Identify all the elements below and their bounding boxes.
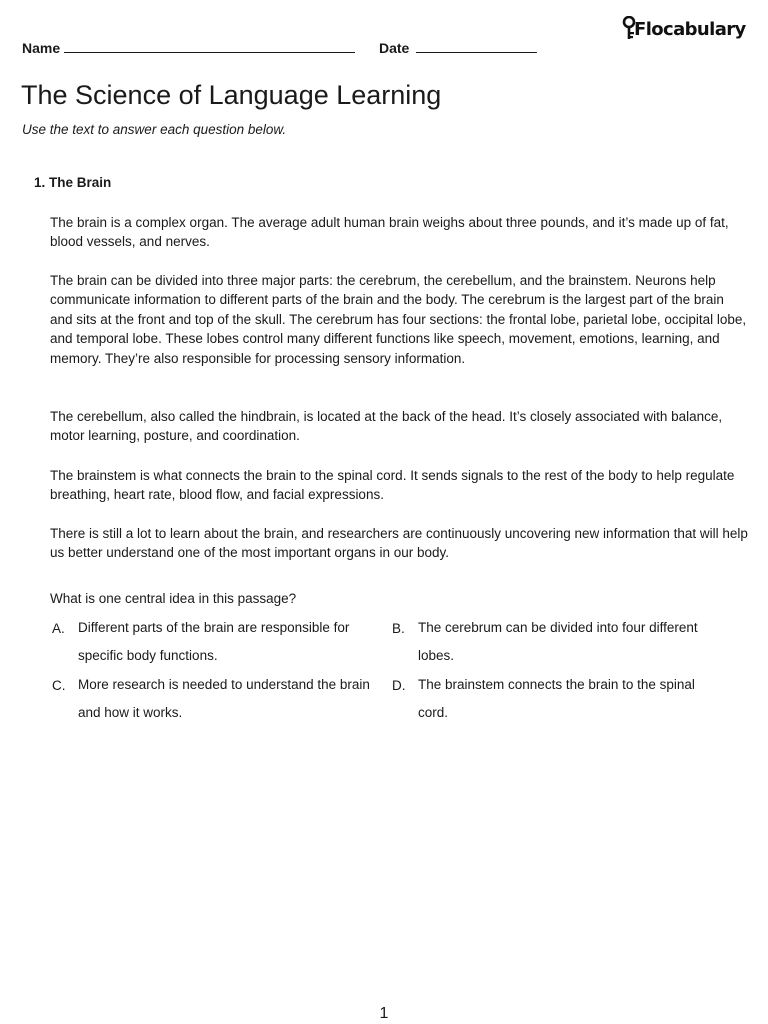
question-heading: 1. The Brain [34,175,112,190]
page-number: 1 [379,1005,389,1022]
choice-letter: B. [392,621,405,636]
choice-letter: D. [392,678,406,693]
passage-paragraph-2: The brain can be divided into three major parts: the cerebrum, the cerebellum, and the brainstem. Neurons help communicate information to different parts of the brain and the body. The cerebrum is the largest part of the brain and sits at the front and top of the skull. The cerebrum has four sections: the frontal lobe, parietal lobe, occipital lobe, and temporal lobe. These lobes control many different functions like speech, movement, emotions, learning, and memory. They’re also responsible for processing sensory information. [50,273,747,366]
date-label: Date [379,40,410,56]
passage-paragraph-3: The cerebellum, also called the hindbrain, is located at the back of the head. It’s closely associated with balance, motor learning, posture, and coordination. [50,409,723,444]
choice-text: The cerebrum can be divided into four different lobes. [418,620,698,663]
date-field[interactable] [416,52,537,53]
choice-text: Different parts of the brain are responsible for specific body functions. [78,620,350,663]
choice-letter: A. [52,621,65,636]
instructions: Use the text to answer each question below. [22,122,287,137]
passage-paragraph-1: The brain is a complex organ. The average adult human brain weighs about three pounds, and it’s made up of fat, blood vessels, and nerves. [50,215,729,250]
choice-text: The brainstem connects the brain to the spinal cord. [418,677,695,720]
passage-paragraph-5: There is still a lot to learn about the brain, and researchers are continuously uncovering new information that will help us better understand one of the most important organs in our body. [50,526,748,561]
question-prompt: What is one central idea in this passage? [50,591,297,606]
choice-letter: C. [52,678,66,693]
choice-text: More research is needed to understand the brain and how it works. [78,677,370,720]
passage-paragraph-4: The brainstem is what connects the brain to the spinal cord. It sends signals to the rest of the body to help regulate breathing, heart rate, blood flow, and facial expressions. [50,468,735,503]
flocabulary-logo [622,14,750,48]
logo-wordmark: Flocabulary [634,19,746,40]
name-field[interactable] [64,52,355,53]
name-label: Name [22,40,61,56]
page-title: The Science of Language Learning [21,80,442,110]
